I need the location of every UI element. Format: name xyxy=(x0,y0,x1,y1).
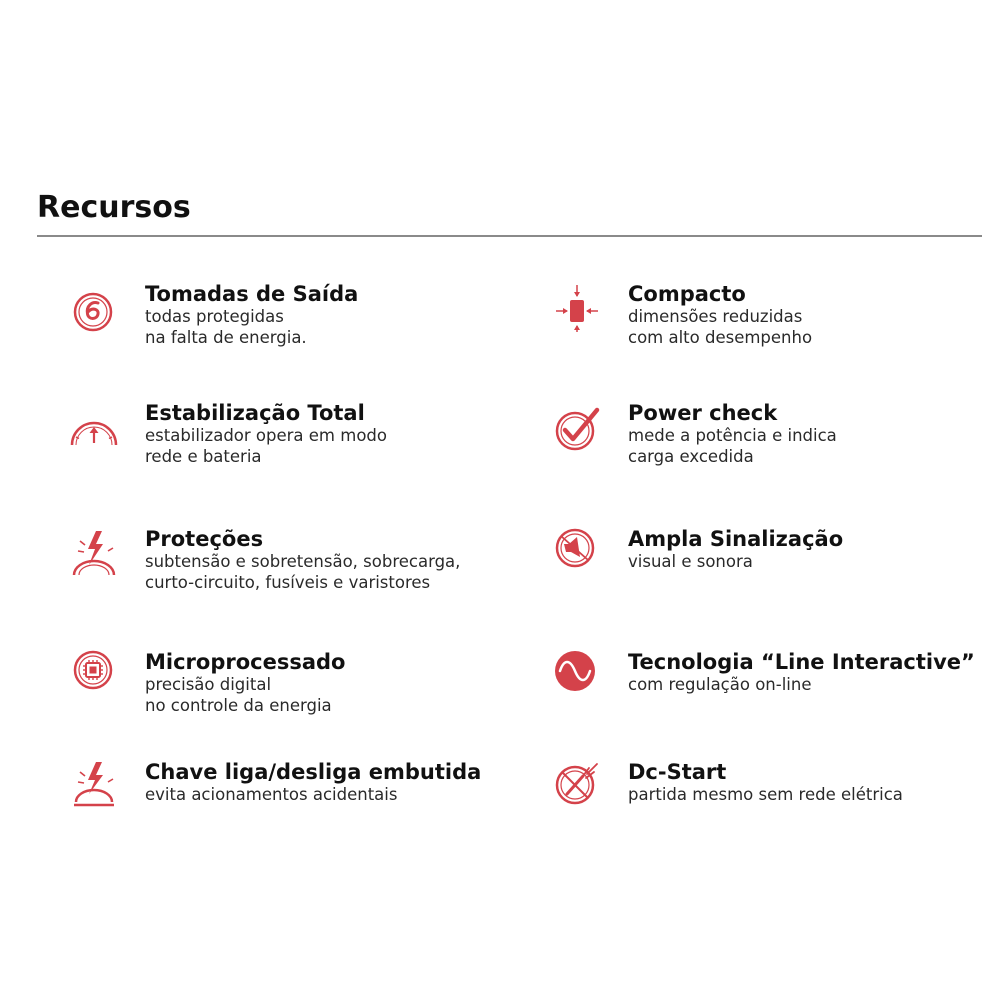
feature-desc-line: na falta de energia. xyxy=(145,328,307,347)
section-title: Recursos xyxy=(37,190,191,225)
sine-wave-icon xyxy=(553,650,603,700)
check-icon xyxy=(553,401,603,451)
feature-desc-line: subtensão e sobretensão, sobrecarga, xyxy=(145,552,461,571)
feature-desc-line: curto-circuito, fusíveis e varistores xyxy=(145,573,431,592)
compact-icon xyxy=(553,282,603,332)
feature-desc-line: estabilizador opera em modo xyxy=(145,426,387,445)
feature-title: Dc-Start xyxy=(628,760,727,784)
feature-desc-line: precisão digital xyxy=(145,675,272,694)
feature-title: Tomadas de Saída xyxy=(145,282,359,306)
feature-title: Proteções xyxy=(145,527,264,551)
lightning-protection-icon xyxy=(70,527,120,577)
feature-title: Compacto xyxy=(628,282,746,306)
feature-title: Chave liga/desliga embutida xyxy=(145,760,482,784)
feature-desc-line: dimensões reduzidas xyxy=(628,307,803,326)
feature-title: Estabilização Total xyxy=(145,401,365,425)
feature-desc-line: no controle da energia xyxy=(145,696,332,715)
feature-desc-line: visual e sonora xyxy=(628,552,753,571)
feature-desc-line: com alto desempenho xyxy=(628,328,813,347)
speaker-icon xyxy=(553,527,603,577)
dc-start-icon xyxy=(553,760,603,810)
feature-desc-line: rede e bateria xyxy=(145,447,262,466)
feature-desc-line: partida mesmo sem rede elétrica xyxy=(628,785,903,804)
feature-desc-line: mede a potência e indica xyxy=(628,426,837,445)
feature-desc-line: carga excedida xyxy=(628,447,754,466)
feature-title: Microprocessado xyxy=(145,650,346,674)
stabilization-gauge-icon xyxy=(70,401,120,451)
outlet-six-icon xyxy=(70,282,120,332)
section-divider xyxy=(37,235,982,237)
feature-desc-line: evita acionamentos acidentais xyxy=(145,785,398,804)
microprocessor-icon xyxy=(70,650,120,700)
feature-title: Power check xyxy=(628,401,778,425)
feature-title: Tecnologia “Line Interactive” xyxy=(628,650,975,674)
feature-title: Ampla Sinalização xyxy=(628,527,844,551)
feature-desc-line: com regulação on-line xyxy=(628,675,812,694)
switch-icon xyxy=(70,760,120,810)
feature-desc-line: todas protegidas xyxy=(145,307,284,326)
